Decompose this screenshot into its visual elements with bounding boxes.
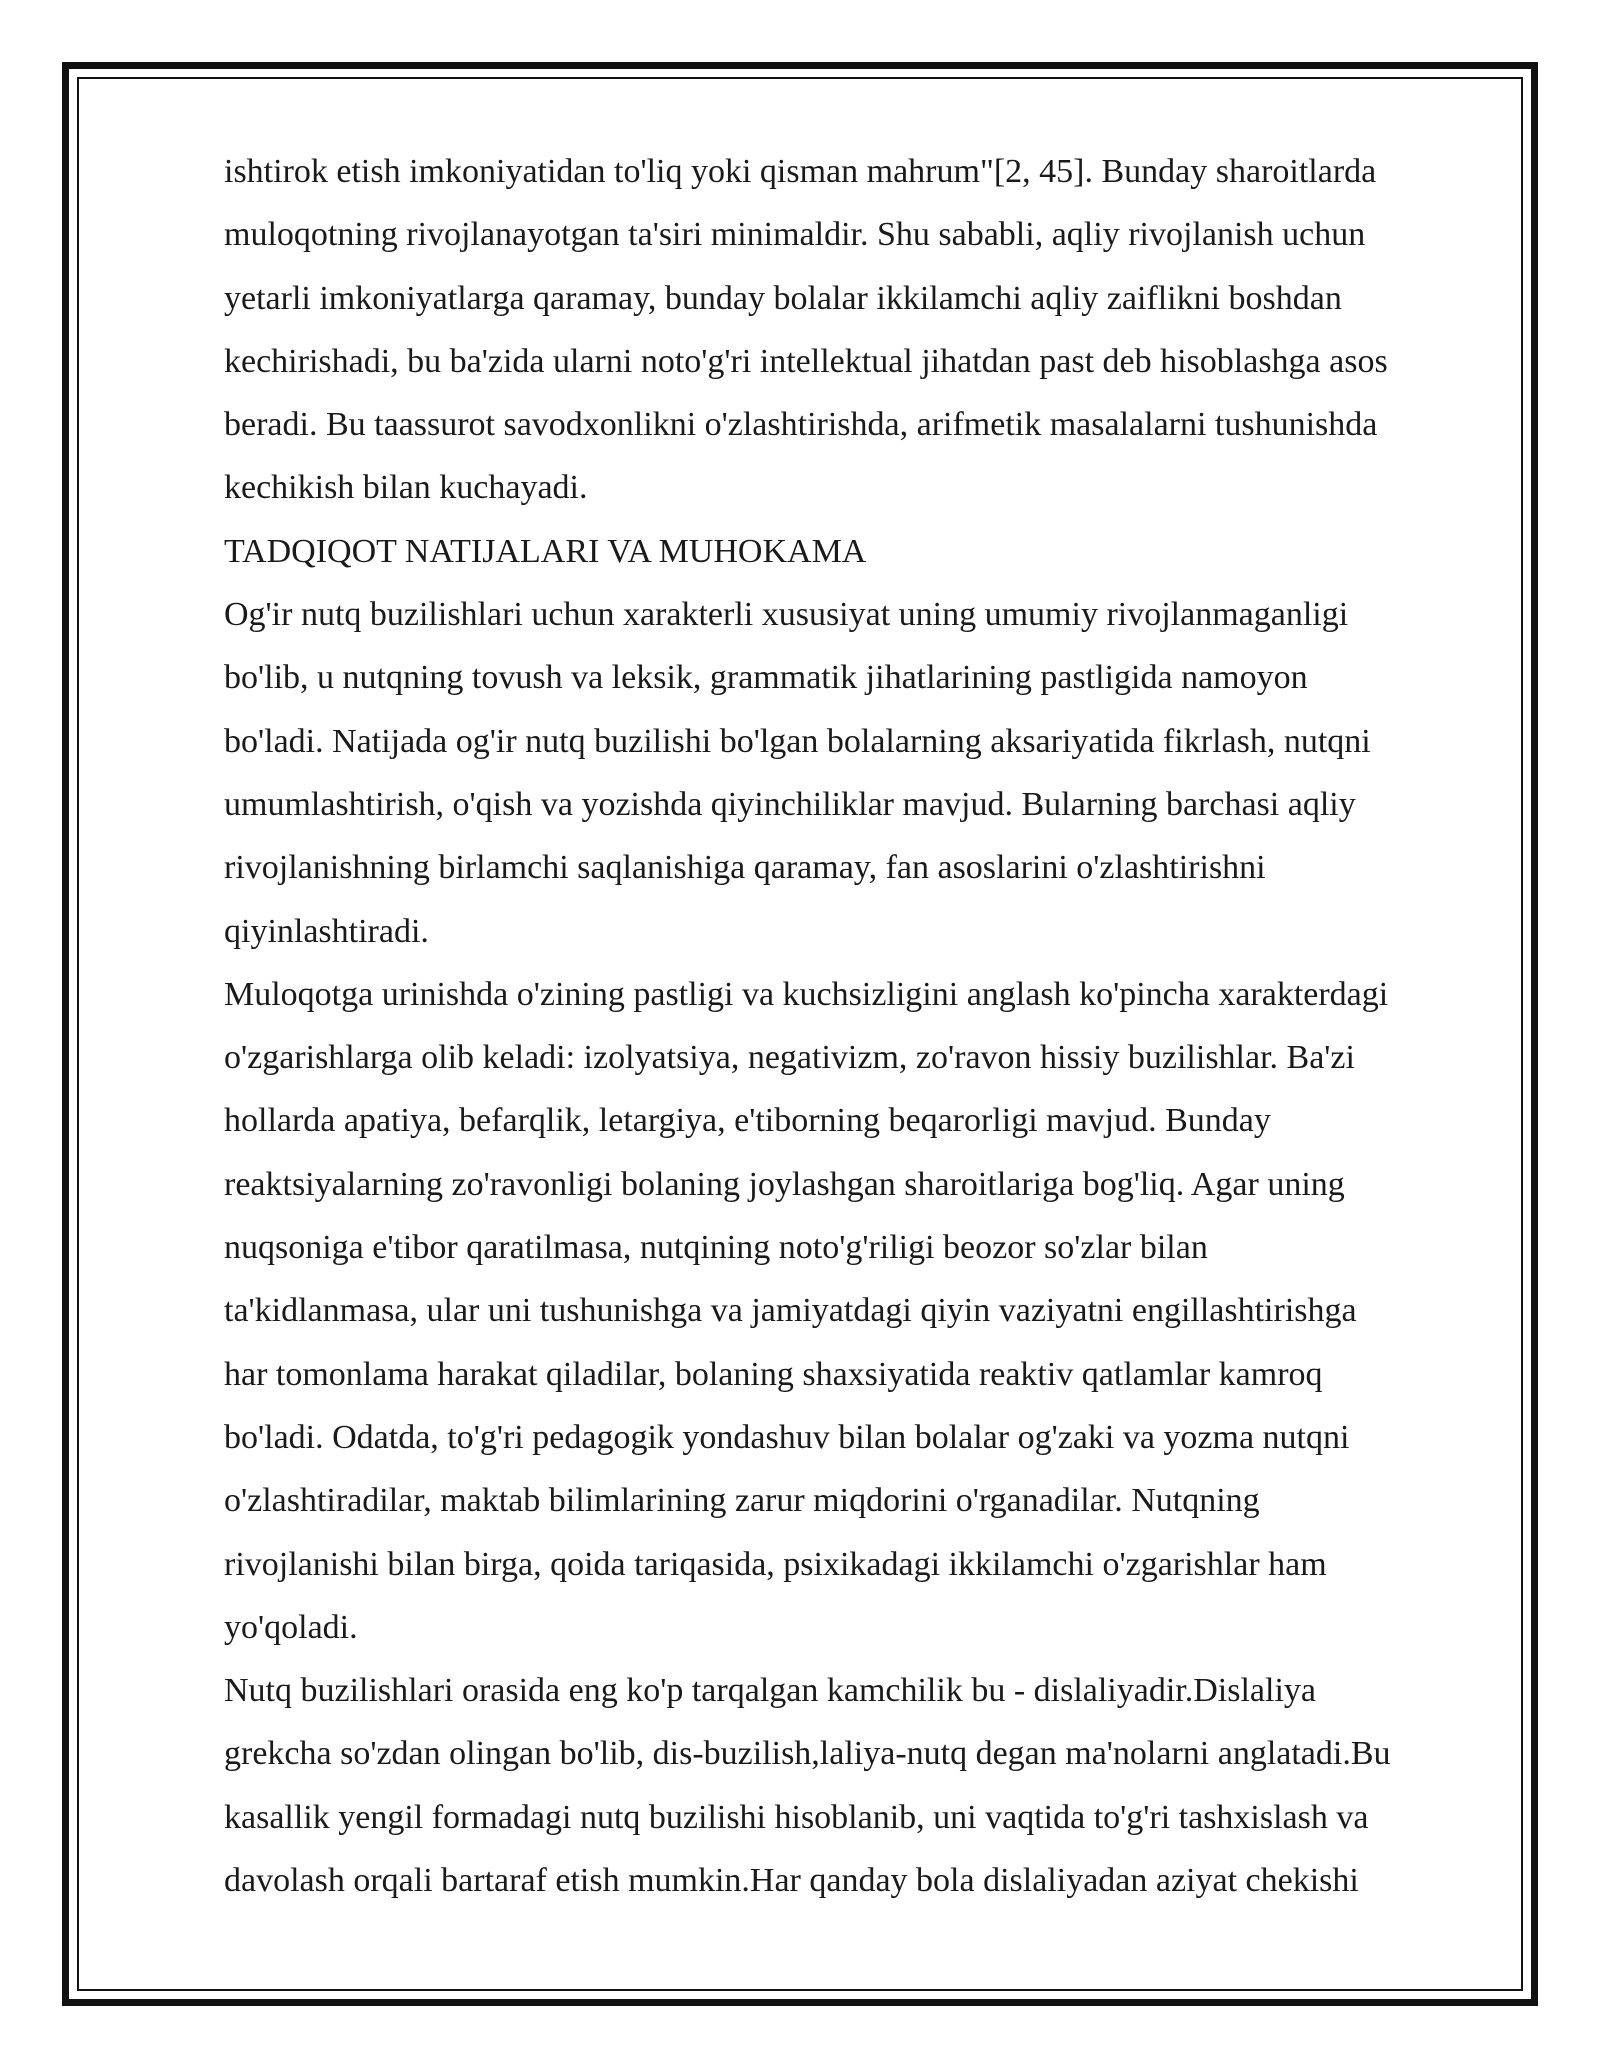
text-line: o'zgarishlarga olib keladi: izolyatsiya, negativizm, zo'ravon hissiy buzilishlar. Ba'zi (224, 1039, 1355, 1077)
text-line: Muloqotga urinishda o'zining pastligi va kuchsizligini anglash ko'pincha xarakterdagi (224, 975, 1389, 1013)
text-line: kechirishadi, bu ba'zida ularni noto'g'ri intellektual jihatdan past deb hisoblashga asos (224, 342, 1388, 380)
text-line: grekcha so'zdan olingan bo'lib, dis-buzilish,laliya-nutq degan ma'nolarni anglatadi.Bu (224, 1735, 1391, 1773)
text-line: rivojlanishi bilan birga, qoida tariqasida, psixikadagi ikkilamchi o'zgarishlar ham (224, 1545, 1327, 1583)
text-line: ishtirok etish imkoniyatidan to'liq yoki qisman mahrum"[2, 45]. Bunday sharoitlarda (224, 153, 1377, 190)
text-line: qiyinlashtiradi. (224, 912, 429, 950)
text-line: bo'ladi. Odatda, to'g'ri pedagogik yondashuv bilan bolalar og'zaki va yozma nutqni (224, 1418, 1350, 1456)
text-line: reaktsiyalarning zo'ravonligi bolaning joylashgan sharoitlariga bog'liq. Agar uning (224, 1165, 1345, 1203)
paragraph-intro (224, 140, 1484, 520)
text-line: Og'ir nutq buzilishlari uchun xarakterli xususiyat uning umumiy rivojlanmaganligi (224, 596, 1349, 634)
text-line: yo'qoladi. (224, 1608, 358, 1646)
text-line: kasallik yengil formadagi nutq buzilishi hisoblanib, uni vaqtida to'g'ri tashxislash va (224, 1798, 1369, 1836)
text-line: kechikish bilan kuchayadi. (224, 469, 588, 507)
text-line: bo'lib, u nutqning tovush va leksik, grammatik jihatlarining pastligida namoyon (224, 659, 1308, 697)
paragraph-3 (224, 1659, 1484, 1912)
text-line: davolash orqali bartaraf etish mumkin.Har qanday bola dislaliyadan aziyat chekishi (224, 1862, 1359, 1900)
document-body (224, 140, 1484, 1912)
section-heading (224, 520, 1484, 583)
section-heading-text: TADQIQOT NATIJALARI VA MUHOKAMA (224, 532, 867, 570)
text-line: yetarli imkoniyatlarga qaramay, bunday bolalar ikkilamchi aqliy zaiflikni boshdan (224, 279, 1342, 317)
paragraph-2 (224, 963, 1484, 1659)
text-line: nuqsoniga e'tibor qaratilmasa, nutqining noto'g'riligi beozor so'zlar bilan (224, 1229, 1208, 1267)
text-line: o'zlashtiradilar, maktab bilimlarining zarur miqdorini o'rganadilar. Nutqning (224, 1482, 1260, 1520)
text-line: har tomonlama harakat qiladilar, bolaning shaxsiyatida reaktiv qatlamlar kamroq (224, 1355, 1323, 1393)
text-line: rivojlanishning birlamchi saqlanishiga qaramay, fan asoslarini o'zlashtirishni (224, 849, 1266, 887)
text-line: beradi. Bu taassurot savodxonlikni o'zlashtirishda, arifmetik masalalarni tushunishda (224, 406, 1378, 444)
text-line: hollarda apatiya, befarqlik, letargiya, e'tiborning beqarorligi mavjud. Bunday (224, 1102, 1271, 1140)
paragraph-1 (224, 583, 1484, 963)
text-line: umumlashtirish, o'qish va yozishda qiyinchiliklar mavjud. Bularning barchasi aqliy (224, 785, 1356, 823)
text-line: Nutq buzilishlari orasida eng ko'p tarqalgan kamchilik bu - dislaliyadir.Dislaliya (224, 1672, 1316, 1710)
text-line: ta'kidlanmasa, ular uni tushunishga va jamiyatdagi qiyin vaziyatni engillashtirishga (224, 1292, 1357, 1330)
text-line: bo'ladi. Natijada og'ir nutq buzilishi bo'lgan bolalarning aksariyatida fikrlash, nutqni (224, 722, 1371, 760)
text-line: muloqotning rivojlanayotgan ta'siri minimaldir. Shu sababli, aqliy rivojlanish uchun (224, 216, 1366, 254)
